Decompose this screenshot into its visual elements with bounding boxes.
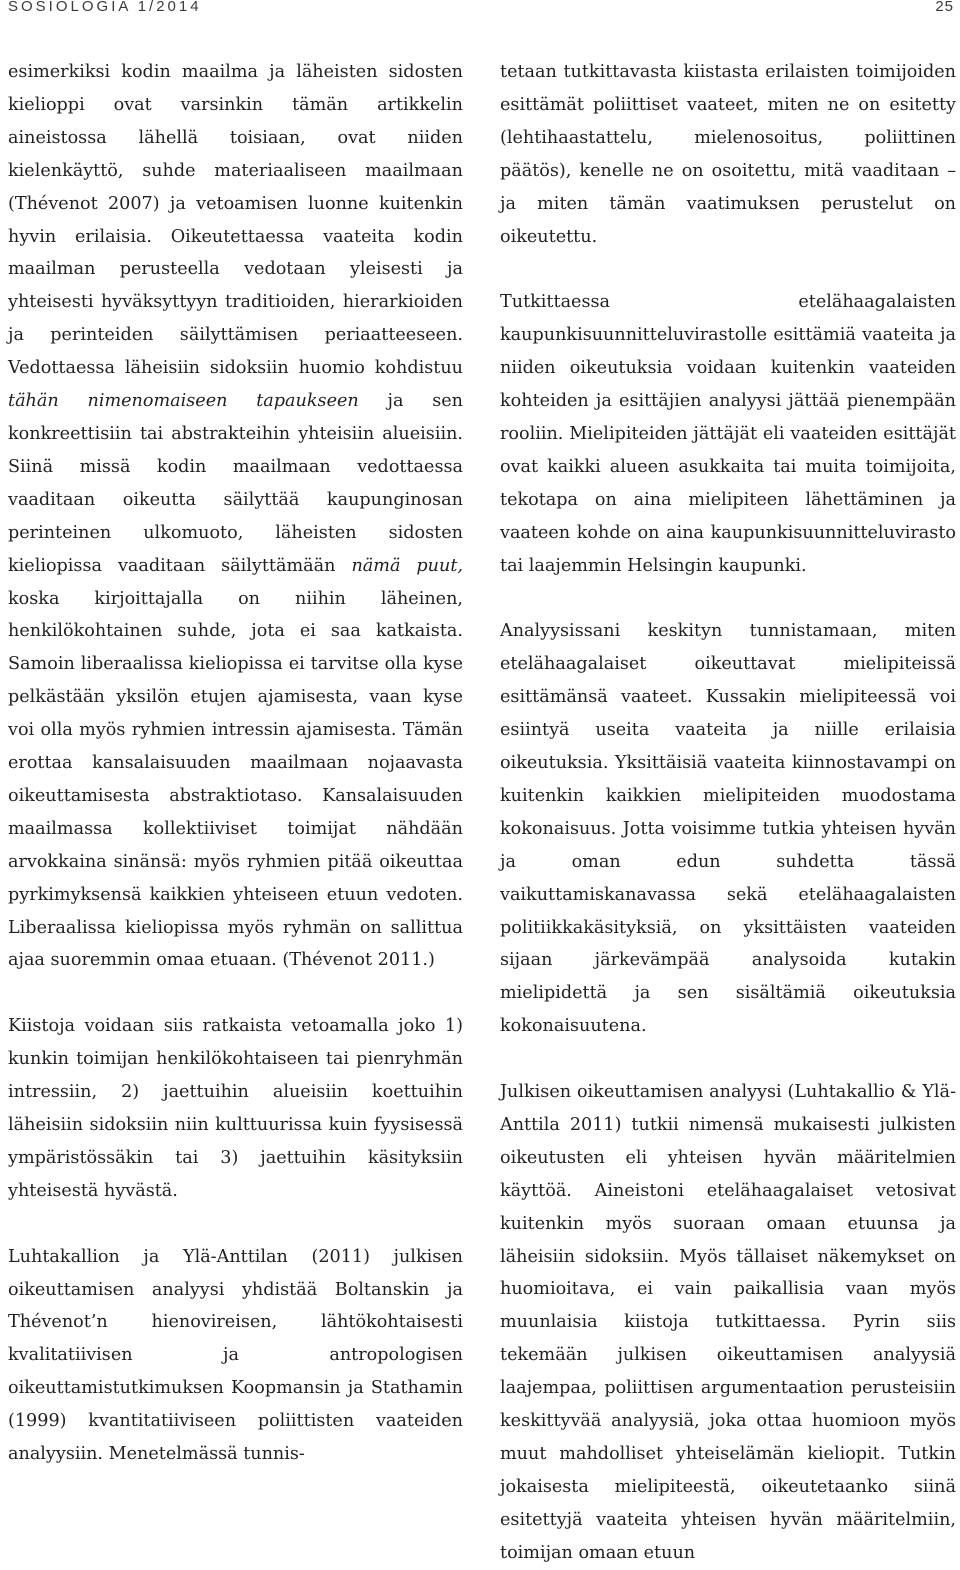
emphasis: tähän nimenomaiseen tapaukseen [8,391,359,412]
page-number: 25 [935,0,954,15]
running-header [0,0,960,22]
journal-title: SOSIOLOGIA 1/2014 [8,0,202,15]
paragraph: Tutkittaessa etelähaagalaisten kaupunkisuunnitteluvirastolle esittämiä vaateita ja niiden oikeutuksia voidaan kuitenkin vaateiden kohteiden ja esittäjien analyysi jättää pienempään rooliin. Mielipiteiden jättäjät eli vaateiden esittäjät ovat kaikki alueen asukkaita tai muita toimijoita, tekotapa on aina mielipiteen lähettäminen ja vaateen kohde on aina kaupunkisuunnitteluvirasto tai laajemmin Helsingin kaupunki. [500,292,956,576]
paragraph: tetaan tutkittavasta kiistasta erilaisten toimijoiden esittämät poliittiset vaateet, miten ne on esitetty (lehtihaastattelu, mielenosoitus, poliittinen päätös), kenelle ne on osoitettu, mitä vaaditaan – ja miten tämän vaatimuksen perustelut on oikeutettu. [500,62,956,247]
paragraph: Luhtakallion ja Ylä-Anttilan (2011) julkisen oikeuttamisen analyysi yhdistää Boltanskin ja Thévenot’n hienovireisen, lähtökohtaisesti kvalitatiivisen ja antropologisen oikeuttamistutkimuksen Koopmansin ja Stathamin (1999) kvantitatiiviseen poliittisten vaateiden analyysiin. Menetelmässä tunnis- [8,1246,463,1465]
paragraph: Julkisen oikeuttamisen analyysi (Luhtakallio & Ylä-Anttila 2011) tutkii nimensä mukaisesti julkisten oikeutusten eli yhteisen hyvän määritelmien käyttöä. Aineistoni etelähaagalaiset vetosivat kuitenkin myös suoraan omaan etuunsa ja läheisiin sidoksiin. Myös tällaiset näkemykset on huomioitava, ei vain paikallisia vaan myös muunlaisia kiistoja tutkittaessa. Pyrin siis tekemään julkisen oikeuttamisen analyysiä laajempaa, poliittisen argumentaation perusteisiin keskittyvää analyysiä, joka ottaa huomioon myös muut mahdolliset yhteiselämän kieliopit. Tutkin jokaisesta mielipiteestä, oikeutetaanko siinä esitettyjä vaateita yhteisen hyvän määritelmiin, toimijan omaan etuun [500,1082,956,1563]
paragraph: Kiistoja voidaan siis ratkaista vetoamalla joko 1) kunkin toimijan henkilökohtaiseen tai pienryhmän intressiin, 2) jaettuihin alueisiin koettuihin läheisiin sidoksiin niin kulttuurissa kuin fyysisessä ympäristössäkin tai 3) jaettuihin käsityksiin yhteisestä hyvästä. [8,1016,463,1201]
text-run: koska kirjoittajalla on niihin läheinen, henkilökohtainen suhde, jota ei saa katkaista. Samoin liberaalissa kieliopissa ei tarvitse olla kyse pelkästään yksilön etujen ajamisesta, vaan kyse voi olla myös ryhmien intressin ajamisesta. Tämän erottaa kansalaisuuden maailmaan nojaavasta oikeuttamisesta abstraktiotaso. Kansalaisuuden maailmassa kollektiiviset toimijat nähdään arvokkaina sinänsä: myös ryhmien pitää oikeuttaa pyrkimyksensä kaikkien yhteiseen etuun vedoten. Liberaalissa kieliopissa myös ryhmän on sallittua ajaa suoremmin omaa etuaan. (Thévenot 2011.) [8,588,463,971]
paragraph [8,56,463,977]
text-run: esimerkiksi kodin maailma ja läheisten sidosten kielioppi ovat varsinkin tämän artikkelin aineistossa lähellä toisiaan, ovat niiden kielenkäyttö, suhde materiaaliseen maailmaan (Thévenot 2007) ja vetoamisen luonne kuitenkin hyvin erilaisia. Oikeutettaessa vaateita kodin maailman perusteella vedotaan yleisesti ja yhteisesti hyväksyttyyn traditioiden, hierarkioiden ja perinteiden säilyttämisen periaatteeseen. Vedottaessa läheisiin sidoksiin huomio kohdistuu [8,62,463,379]
paragraph: Analyysissani keskityn tunnistamaan, miten etelähaagalaiset oikeuttavat mielipiteissä esittämänsä vaateet. Kussakin mielipiteessä voi esiintyä useita vaateita ja niille erilaisia oikeutuksia. Yksittäisiä vaateita kiinnostavampi on kuitenkin kaikkien mielipiteiden muodostama kokonaisuus. Jotta voisimme tutkia yhteisen hyvän ja oman edun suhdetta tässä vaikuttamiskanavassa sekä etelähaagalaisten politiikkakäsityksiä, on yksittäisten vaateiden sijaan järkevämpää analysoida kutakin mielipidettä ja sen sisältämiä oikeutuksia kokonaisuutena. [500,621,956,1037]
text-run: ja sen konkreettisiin tai abstrakteihin yhteisiin alueisiin. Siinä missä kodin maailmaan vedottaessa vaaditaan oikeutta säilyttää kaupunginosan perinteinen ulkomuoto, läheisten sidosten kieliopissa vaaditaan säilyttämään [8,391,463,576]
right-column [500,56,956,1570]
emphasis: nämä puut, [351,555,463,576]
left-column [8,56,463,1471]
